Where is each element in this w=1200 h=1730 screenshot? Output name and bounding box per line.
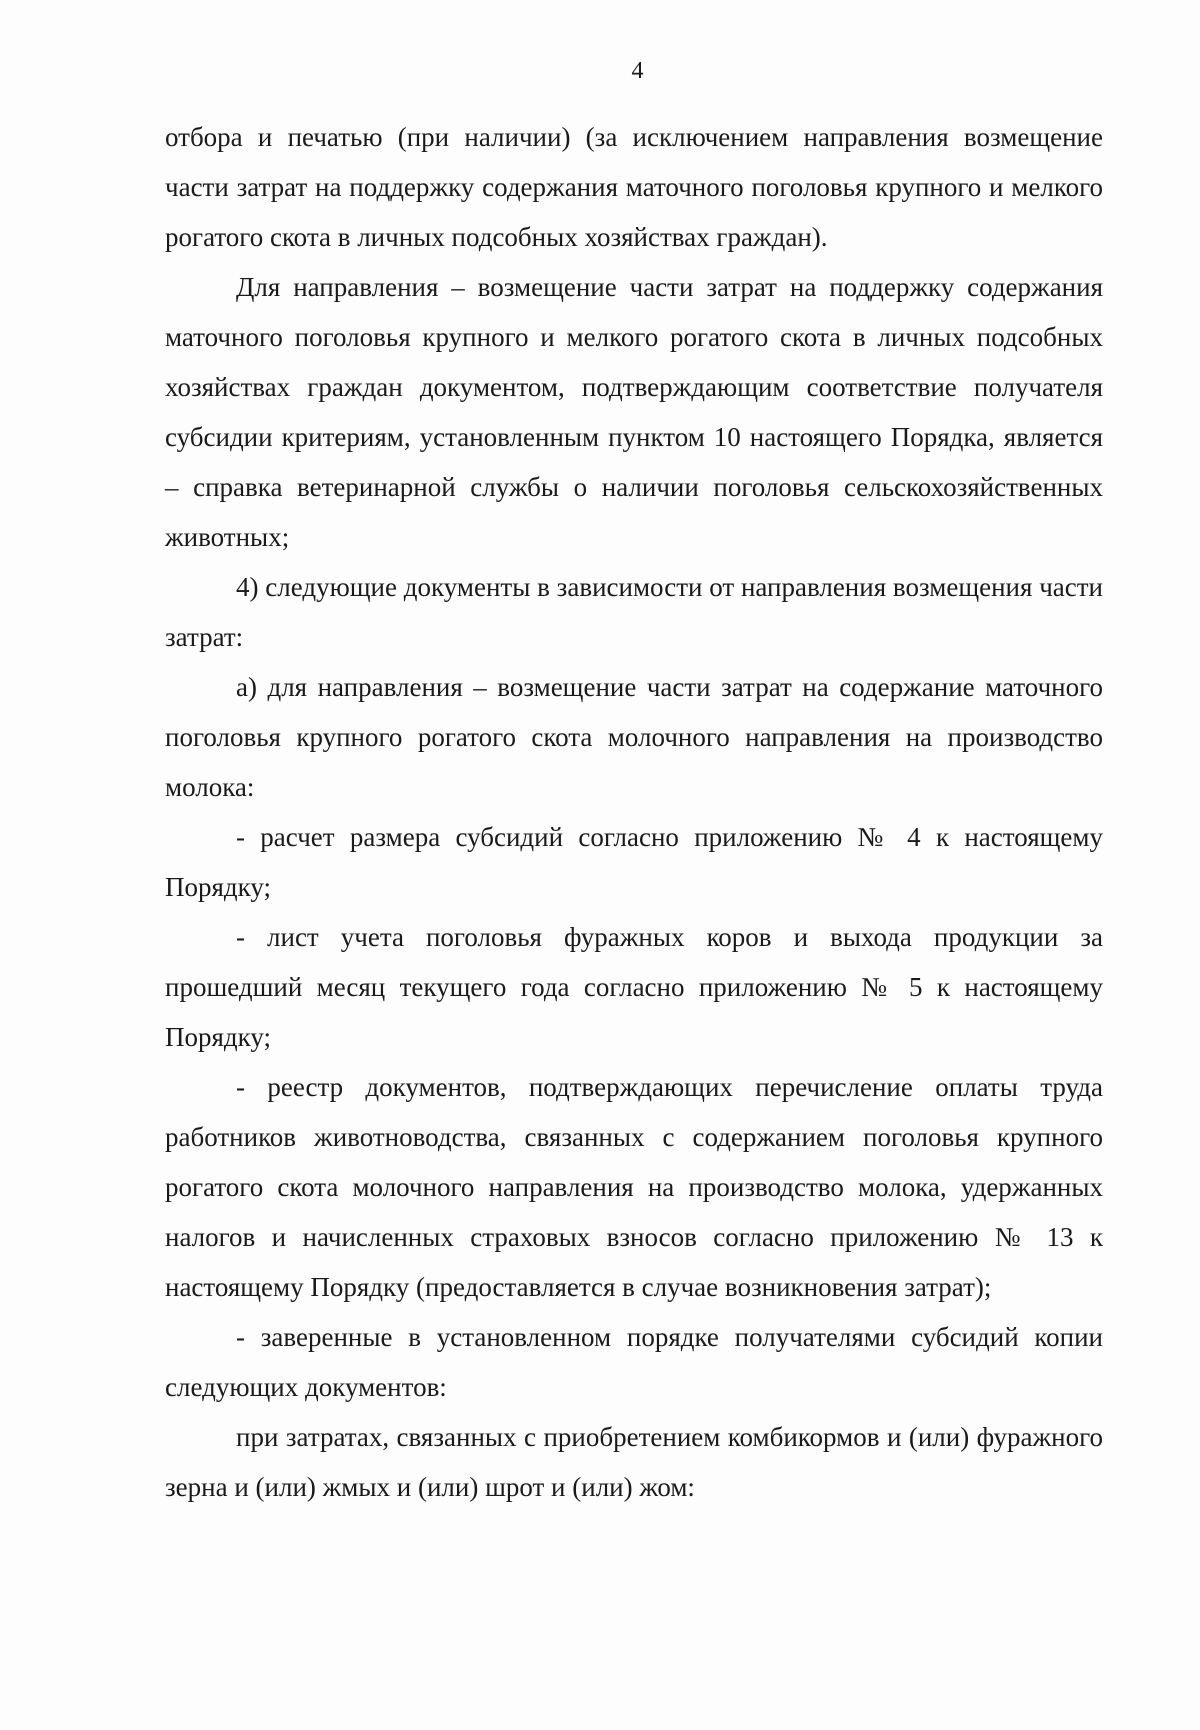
- document-body: [165, 112, 1103, 1512]
- paragraph: при затратах, связанных с приобретением комбикормов и (или) фуражного зерна и (или) жмых и (или) шрот и (или) жом:: [165, 1422, 1103, 1502]
- paragraph: а) для направления – возмещение части затрат на содержание маточного поголовья крупного рогатого скота молочного направления на производство молока:: [165, 672, 1103, 802]
- paragraph: - лист учета поголовья фуражных коров и выхода продукции за прошедший месяц текущего года согласно приложению № 5 к настоящему Порядку;: [165, 922, 1103, 1052]
- paragraph: - реестр документов, подтверждающих перечисление оплаты труда работников животноводства, связанных с содержанием поголовья крупного рогатого скота молочного направления на производство молока, удержанных налогов и начисленных страховых взносов согласно приложению № 13 к настоящему Порядку (предоставляется в случае возникновения затрат);: [165, 1072, 1103, 1302]
- page-number: 4: [631, 58, 644, 84]
- paragraph: - расчет размера субсидий согласно приложению № 4 к настоящему Порядку;: [165, 822, 1103, 902]
- paragraph: Для направления – возмещение части затрат на поддержку содержания маточного поголовья крупного и мелкого рогатого скота в личных подсобных хозяйствах граждан документом, подтверждающим соответствие получателя субсидии критериям, установленным пунктом 10 настоящего Порядка, является – справка ветеринарной службы о наличии поголовья сельскохозяйственных животных;: [165, 272, 1103, 552]
- paragraph: - заверенные в установленном порядке получателями субсидий копии следующих документов:: [165, 1322, 1103, 1402]
- paragraph: отбора и печатью (при наличии) (за исключением направления возмещение части затрат на поддержку содержания маточного поголовья крупного и мелкого рогатого скота в личных подсобных хозяйствах граждан).: [165, 122, 1103, 252]
- paragraph: 4) следующие документы в зависимости от направления возмещения части затрат:: [165, 572, 1103, 652]
